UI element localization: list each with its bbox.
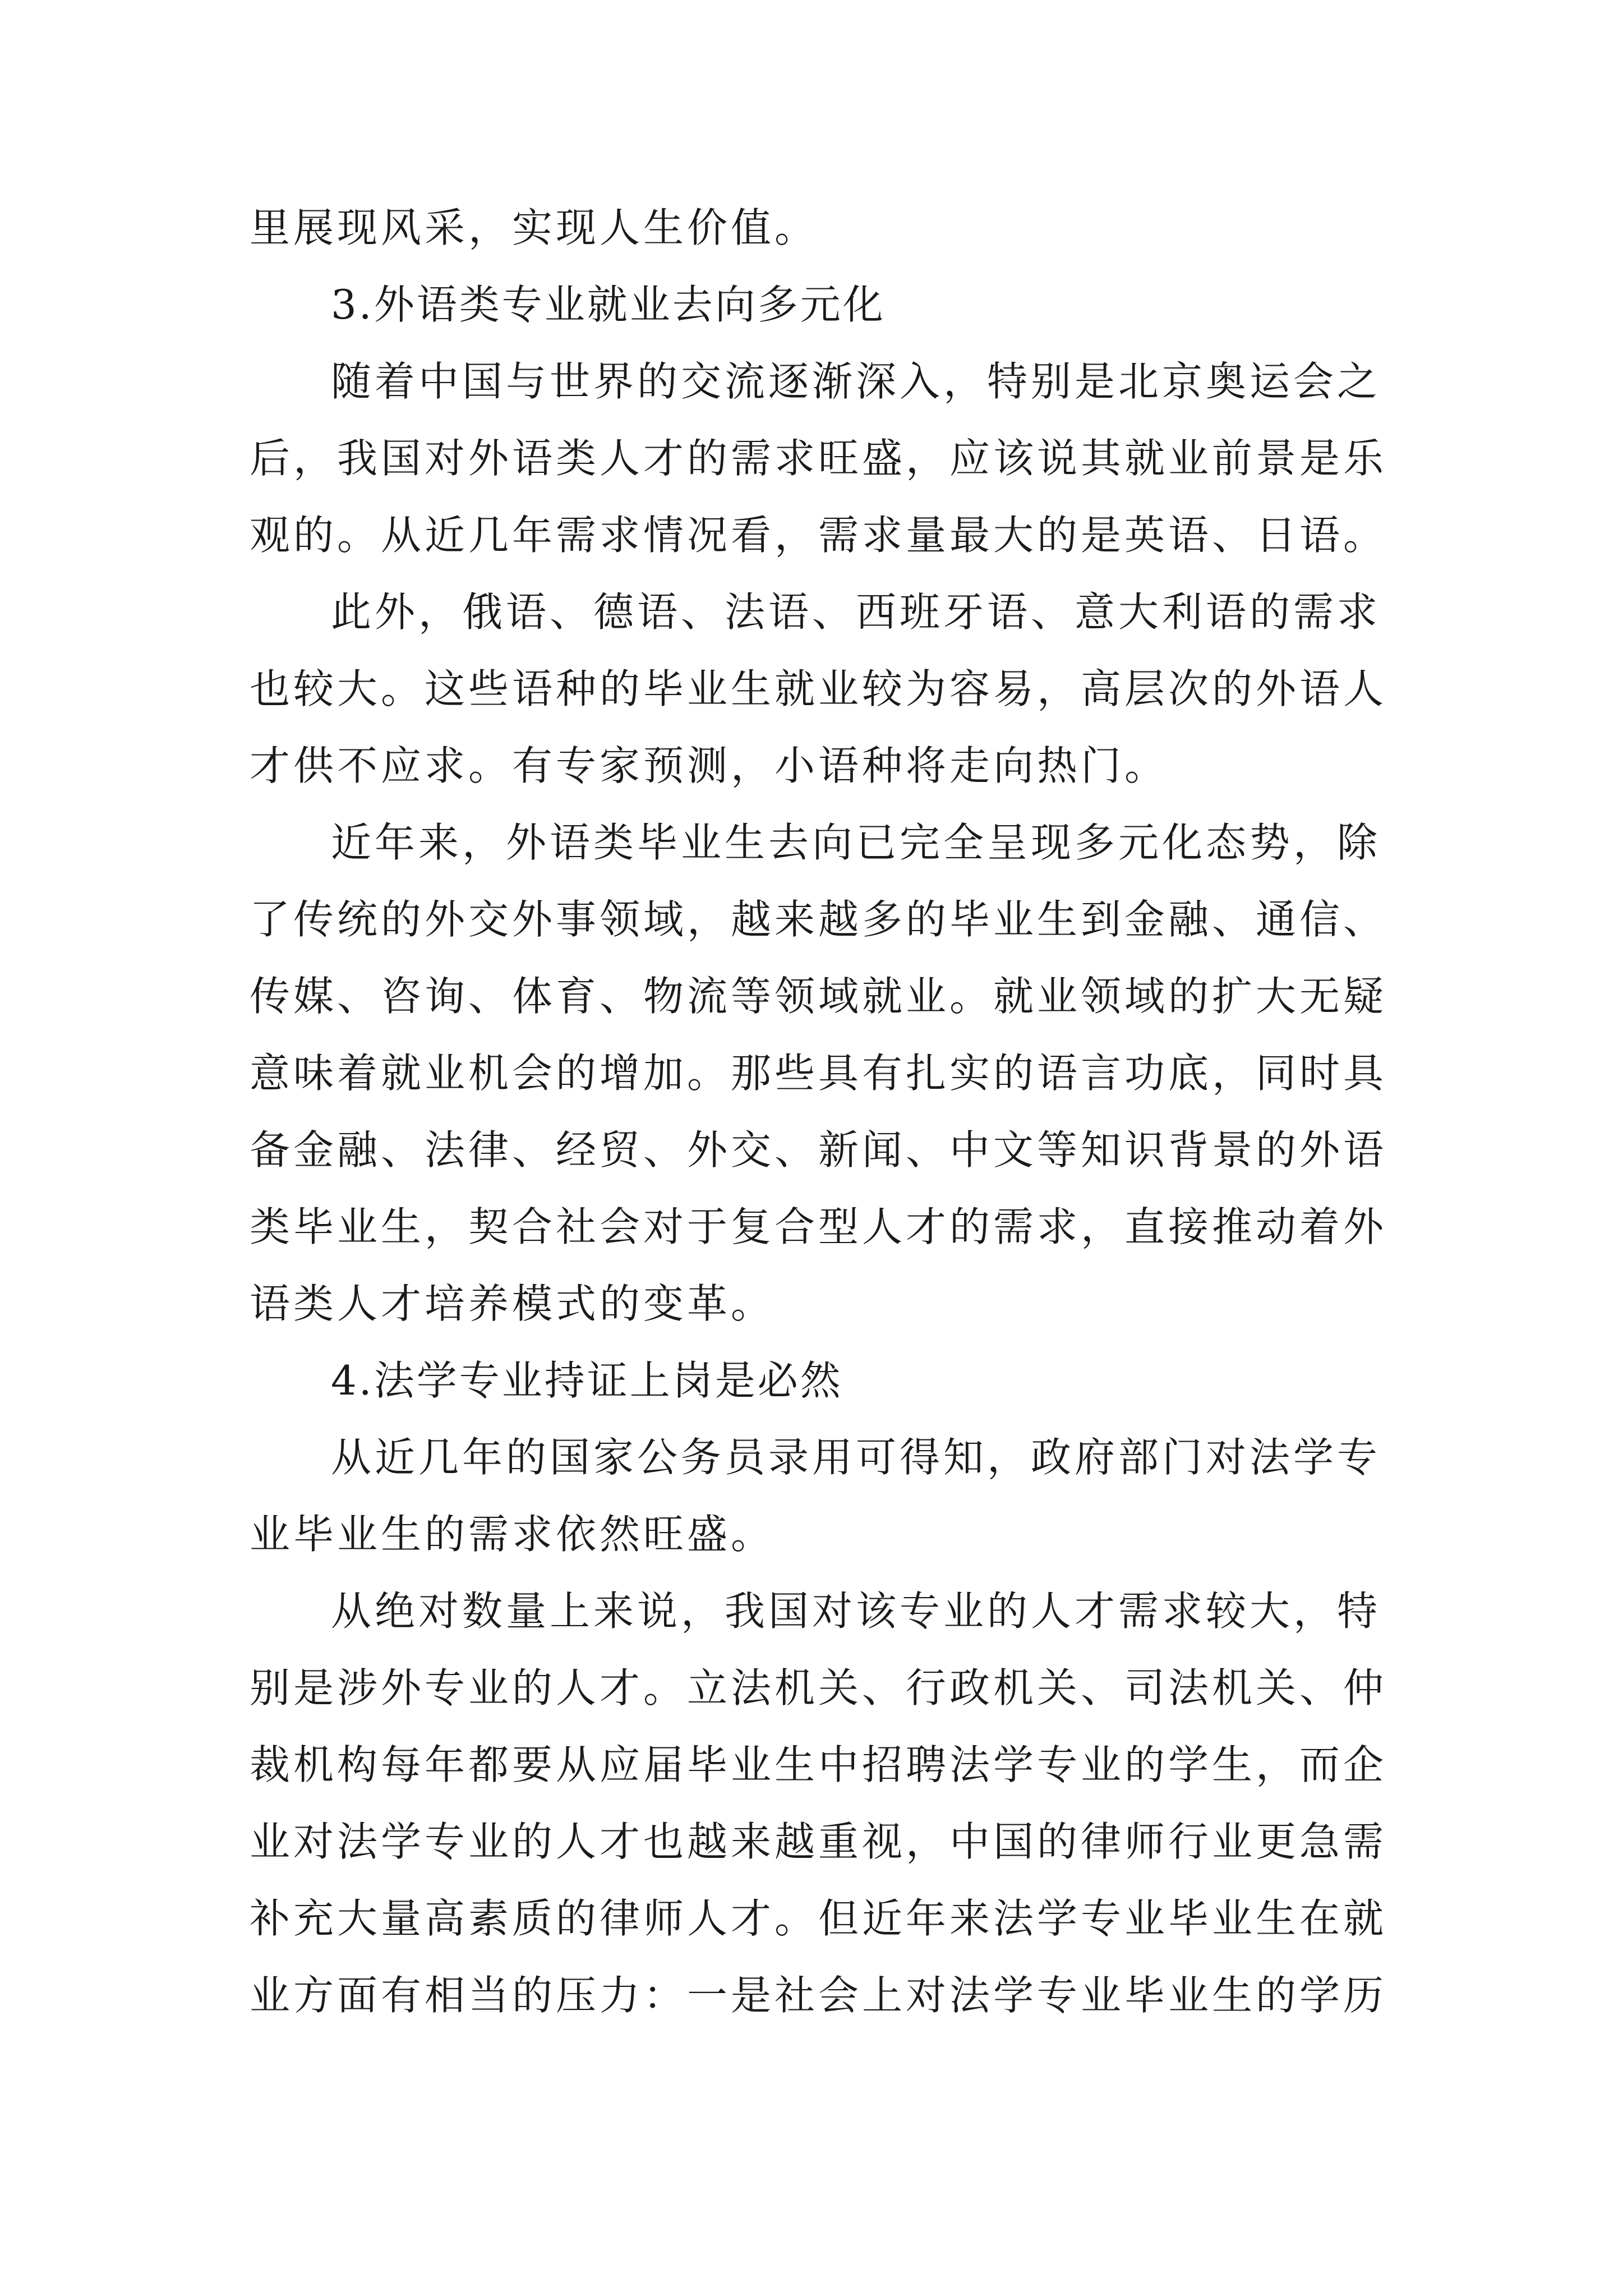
text-line: 随着中国与世界的交流逐渐深入，特别是北京奥运会之 <box>331 358 1381 405</box>
section-heading: 4.法学专业持证上岗是必然 <box>331 1357 843 1404</box>
text-line: 里展现风采，实现人生价值。 <box>250 204 819 251</box>
text-line: 别是涉外专业的人才。立法机关、行政机关、司法机关、仲 <box>250 1664 1387 1711</box>
text-line: 了传统的外交外事领域，越来越多的毕业生到金融、通信、 <box>250 896 1387 943</box>
text-line: 后，我国对外语类人才的需求旺盛，应该说其就业前景是乐 <box>250 435 1387 482</box>
section-heading: 3.外语类专业就业去向多元化 <box>331 281 886 328</box>
text-line: 备金融、法律、经贸、外交、新闻、中文等知识背景的外语 <box>250 1126 1387 1174</box>
text-line: 业毕业生的需求依然旺盛。 <box>250 1511 775 1558</box>
text-line: 此外，俄语、德语、法语、西班牙语、意大利语的需求 <box>331 588 1381 636</box>
text-line: 类毕业生，契合社会对于复合型人才的需求，直接推动着外 <box>250 1203 1387 1250</box>
text-line: 近年来，外语类毕业生去向已完全呈现多元化态势，除 <box>331 819 1381 866</box>
text-line: 业方面有相当的压力：一是社会上对法学专业毕业生的学历 <box>250 1972 1387 2019</box>
text-line: 从近几年的国家公务员录用可得知，政府部门对法学专 <box>331 1434 1381 1481</box>
text-line: 从绝对数量上来说，我国对该专业的人才需求较大，特 <box>331 1588 1381 1635</box>
text-line: 裁机构每年都要从应届毕业生中招聘法学专业的学生，而企 <box>250 1741 1387 1788</box>
text-line: 传媒、咨询、体育、物流等领域就业。就业领域的扩大无疑 <box>250 973 1387 1020</box>
text-line: 补充大量高素质的律师人才。但近年来法学专业毕业生在就 <box>250 1895 1387 1942</box>
text-line: 也较大。这些语种的毕业生就业较为容易，高层次的外语人 <box>250 665 1387 712</box>
text-line: 语类人才培养模式的变革。 <box>250 1280 775 1327</box>
text-line: 业对法学专业的人才也越来越重视，中国的律师行业更急需 <box>250 1818 1387 1865</box>
text-line: 观的。从近几年需求情况看，需求量最大的是英语、日语。 <box>250 512 1387 559</box>
text-line: 才供不应求。有专家预测，小语种将走向热门。 <box>250 742 1169 789</box>
text-line: 意味着就业机会的增加。那些具有扎实的语言功底，同时具 <box>250 1050 1387 1097</box>
